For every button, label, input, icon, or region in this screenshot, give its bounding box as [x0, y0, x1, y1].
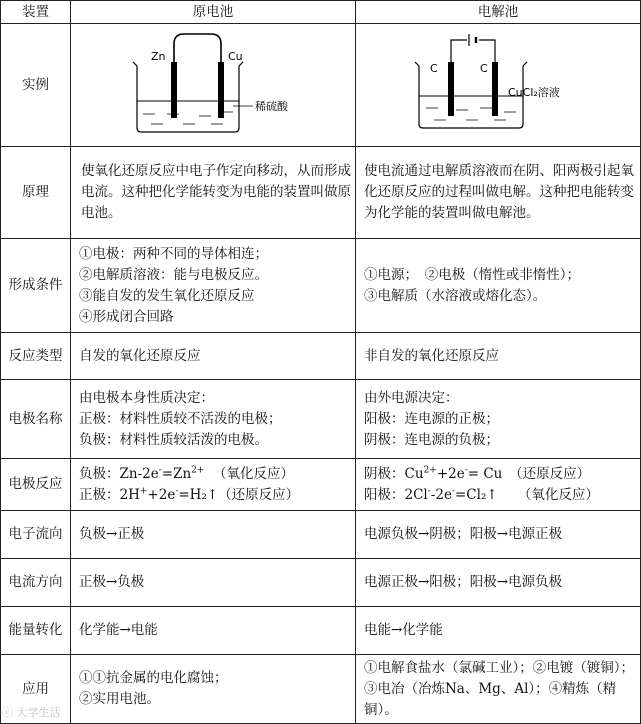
label-electron-flow: 电子流向 — [1, 511, 71, 559]
carbon-electrode-left — [448, 62, 454, 116]
galvanic-energy-conversion: 化学能→电能 — [71, 607, 356, 655]
label-principle: 原理 — [1, 147, 71, 239]
positive-electrode-equation: 正极：2H++2e-=H₂↑（还原反应） — [79, 486, 300, 503]
row-example — [1, 24, 641, 147]
label-application: 应用 — [1, 655, 71, 724]
watermark-icon: ⓒ — [2, 706, 13, 719]
solution-label: CuCl₂溶液 — [508, 86, 560, 99]
row-principle — [1, 147, 641, 239]
header-electrolytic-cell: 电解池 — [356, 1, 641, 24]
electrode-name-line: 由电极本身性质决定： — [79, 389, 214, 406]
electrode-name-line: 阴极：连电源的负极； — [364, 431, 499, 448]
application-line: ①①抗金属的电化腐蚀； — [79, 670, 228, 686]
electrolytic-electrode-name — [356, 380, 641, 459]
electrolytic-principle — [356, 147, 641, 239]
condition-line: ①电源； ②电极（惰性或非惰性）； — [364, 266, 580, 283]
electrolytic-electron-flow: 电源负极→阴极；阳极→电源正极 — [356, 511, 641, 559]
label-example: 实例 — [1, 24, 71, 147]
condition-line: ③能自发的发生氧化还原反应 — [79, 287, 255, 304]
row-electrode-reaction — [1, 459, 641, 511]
anode-equation: 阳极：2Cl--2e-=Cl₂↑ （氧化反应） — [364, 486, 599, 503]
electrolytic-reaction-type: 非自发的氧化还原反应 — [356, 333, 641, 380]
circuit-wire — [174, 34, 221, 64]
row-electrode-name — [1, 380, 641, 459]
row-application — [1, 655, 641, 724]
zn-label: Zn — [151, 50, 166, 63]
beaker — [133, 62, 243, 132]
condition-line: ②电解质溶液：能与电极反应。 — [79, 266, 268, 283]
condition-line: ④形成闭合回路 — [79, 308, 174, 325]
galvanic-current-direction: 正极→负极 — [71, 559, 356, 607]
negative-electrode-equation: 负极：$Zn-2e^-=Zn^{2+}$ （氧化反应） — [79, 465, 295, 482]
condition-line: ①电极：两种不同的导体相连； — [79, 245, 268, 262]
condition-line: ③电解质（水溶液或熔化态）。 — [364, 287, 547, 304]
label-electrode-name: 电极名称 — [1, 380, 71, 459]
cathode-equation: 阴极：$Cu^{2+}+2e^-= Cu$ （还原反应） — [364, 465, 591, 482]
circuit-wire — [451, 40, 495, 64]
row-electron-flow — [1, 511, 641, 559]
carbon-electrode-right — [492, 62, 498, 116]
electrolytic-application-text: ①电解食盐水（氯碱工业）；②电镀（镀铜）；③电冶（冶炼Na、Mg、Al）；④精炼（精铜）。 — [364, 659, 634, 718]
header-device: 装置 — [1, 1, 71, 24]
electrode-name-line: 由外电源决定： — [364, 389, 459, 406]
application-line: ②实用电池。 — [79, 691, 160, 707]
galvanic-electrode-reaction — [71, 459, 356, 511]
carbon-label-right: C — [480, 62, 488, 75]
electrolytic-current-direction: 电源正极→阳极；阳极→电源负极 — [356, 559, 641, 607]
row-current-direction — [1, 559, 641, 607]
acid-label: 稀硫酸 — [255, 100, 288, 113]
electrode-name-line: 阳极：连电源的正极； — [364, 410, 499, 427]
electrolytic-application — [356, 655, 641, 724]
label-electrode-reaction: 电极反应 — [1, 459, 71, 511]
zn-electrode — [171, 62, 177, 118]
watermark-text: 大学生活 — [16, 706, 61, 719]
electrolytic-energy-conversion: 电能→化学能 — [356, 607, 641, 655]
galvanic-electrode-name — [71, 380, 356, 459]
header-row — [1, 1, 641, 24]
galvanic-principle-text: 使氧化还原反应中电子作定向移动，从而形成电流。这种把化学能转变为电能的装置叫做原电池。 — [81, 163, 351, 221]
label-conditions: 形成条件 — [1, 239, 71, 333]
label-reaction-type: 反应类型 — [1, 333, 71, 380]
galvanic-application — [71, 655, 356, 724]
electrode-name-line: 正极：材料性质较不活泼的电极； — [79, 410, 282, 427]
electrolytic-conditions — [356, 239, 641, 333]
galvanic-cell-diagram — [71, 24, 355, 139]
galvanic-principle — [71, 147, 356, 239]
electrode-name-line: 负极：材料性质较活泼的电极。 — [79, 431, 268, 448]
cu-electrode — [218, 62, 224, 118]
liquid-dash — [426, 108, 516, 120]
galvanic-conditions — [71, 239, 356, 333]
electrolytic-cell-diagram — [356, 24, 640, 139]
electrolytic-principle-text: 使电流通过电解质溶液而在阴、阳两极引起氧化还原反应的过程叫做电解。这种把电能转变为化学能的装置叫做电解池。 — [364, 163, 634, 221]
galvanic-electron-flow: 负极→正极 — [71, 511, 356, 559]
galvanic-reaction-type: 自发的氧化还原反应 — [71, 333, 356, 380]
galvanic-cell-diagram-cell — [71, 24, 356, 147]
watermark — [2, 704, 61, 720]
label-energy-conversion: 能量转化 — [1, 607, 71, 655]
row-conditions — [1, 239, 641, 333]
label-current-direction: 电流方向 — [1, 559, 71, 607]
row-reaction-type — [1, 333, 641, 380]
header-galvanic-cell: 原电池 — [71, 1, 356, 24]
row-energy-conversion — [1, 607, 641, 655]
electrolytic-electrode-reaction — [356, 459, 641, 511]
carbon-label-left: C — [430, 62, 438, 75]
electrolytic-cell-diagram-cell — [356, 24, 641, 147]
cu-label: Cu — [228, 50, 243, 63]
